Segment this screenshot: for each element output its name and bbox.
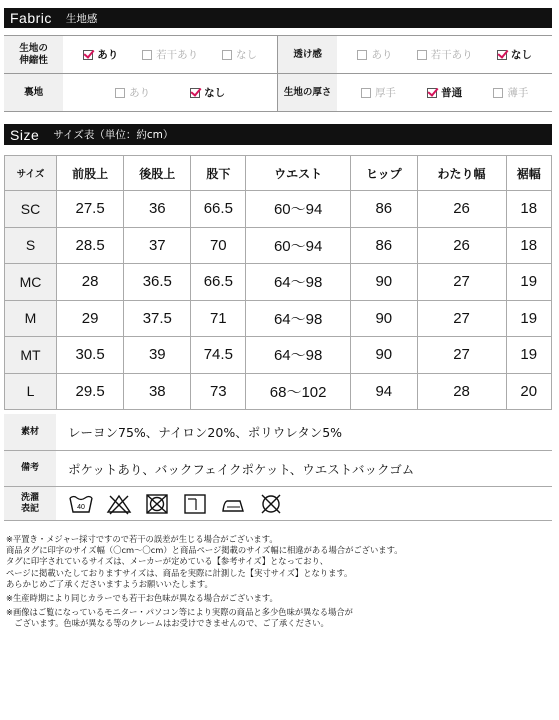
care-icons [56,487,284,520]
fabric-row-2 [4,74,552,112]
size-row-label: M [5,300,57,337]
size-cell: 71 [191,300,246,337]
lining-label: 裏地 [4,74,63,111]
checkbox-icon [357,50,367,60]
stretch-option-no: なし [222,47,257,62]
size-col-header: 後股上 [124,156,191,191]
footnote-line: ※平置き・メジャー採寸ですので若干の誤差が生じる場合がございます。 [6,534,278,544]
no-bleach-icon [106,493,132,515]
thickness-options [337,74,552,111]
footnote-line: あらかじめご了承くださいますようお願いいたします。 [6,578,213,589]
footnote-line: 商品タグに印字のサイズ幅（〇cm〜〇cm）と商品ページ掲載のサイズ幅に相違がある場合がございます。 [6,545,403,556]
size-cell: 36.5 [124,264,191,301]
checked-checkbox-icon [83,50,93,60]
checkbox-icon [417,50,427,60]
stretch-options [63,36,278,73]
checkbox-icon [361,88,371,98]
no-tumble-dry-icon [144,493,170,515]
size-cell: 74.5 [191,337,246,374]
size-cell: 90 [351,300,418,337]
footnote-line: ※画像はご覧になっているモニター・パソコン等により実際の商品と多少色味が異なる場合が [6,607,353,618]
size-col-header: 前股上 [57,156,124,191]
size-table [4,155,552,410]
size-table-row [5,191,552,228]
size-cell: 26 [417,227,506,264]
thickness-option-normal: 普通 [427,85,462,100]
footnotes [6,534,554,630]
size-cell: 27 [417,300,506,337]
size-table-row [5,373,552,410]
lining-option-yes: あり [115,85,150,100]
footnote-line: ※生産時期により同じカラーでも若干お色味が異なる場合がございます。 [6,593,278,604]
size-cell: 27.5 [57,191,124,228]
material-label: 素材 [4,414,56,450]
size-table-row [5,227,552,264]
stretch-option-yes: あり [83,47,118,62]
size-cell: 38 [124,373,191,410]
size-cell: 66.5 [191,191,246,228]
size-col-header: 裾幅 [506,156,551,191]
size-row-label: S [5,227,57,264]
size-cell: 66.5 [191,264,246,301]
material-row [4,414,552,451]
size-cell: 60〜94 [246,191,351,228]
size-cell: 64〜98 [246,337,351,374]
size-col-header: わたり幅 [417,156,506,191]
footnote-line: タグに印字されているサイズは、メーカーが定めている【参考サイズ】となっており、 [6,556,329,567]
transparency-option-slight: 若干あり [417,47,473,62]
material-value: レーヨン75%、ナイロン20%、ポリウレタン5% [68,425,343,440]
size-col-header: ウエスト [246,156,351,191]
size-cell: 94 [351,373,418,410]
thickness-option-thick: 厚手 [361,85,396,100]
transparency-option-no: なし [497,47,532,62]
size-cell: 70 [191,227,246,264]
checkbox-icon [222,50,232,60]
size-cell: 36 [124,191,191,228]
size-cell: 64〜98 [246,264,351,301]
size-row-label: MT [5,337,57,374]
stretch-label: 生地の 伸縮性 [4,36,63,73]
fabric-header-en: Fabric [10,10,52,26]
no-dry-clean-icon [258,493,284,515]
transparency-options [337,36,552,73]
iron-low-icon [220,493,246,515]
size-cell: 29.5 [57,373,124,410]
size-col-header: 股下 [191,156,246,191]
lining-option-no: なし [190,85,225,100]
size-cell: 29 [57,300,124,337]
transparency-option-yes: あり [357,47,392,62]
size-col-header: サイズ [5,156,57,191]
size-header-jp: サイズ表（単位：約cm） [53,129,174,141]
size-header-en: Size [10,126,40,143]
checked-checkbox-icon [427,88,437,98]
size-cell: 68〜102 [246,373,351,410]
size-table-row [5,300,552,337]
size-cell: 64〜98 [246,300,351,337]
svg-text:40: 40 [77,503,85,511]
fabric-header-jp: 生地感 [65,12,98,25]
size-cell: 27 [417,337,506,374]
size-cell: 26 [417,191,506,228]
thickness-option-thin: 薄手 [493,85,528,100]
size-cell: 18 [506,191,551,228]
transparency-label: 透け感 [278,36,337,73]
size-cell: 27 [417,264,506,301]
size-table-header-row [5,156,552,191]
fabric-header [4,8,552,28]
size-cell: 28 [417,373,506,410]
size-cell: 73 [191,373,246,410]
size-cell: 37 [124,227,191,264]
size-cell: 90 [351,264,418,301]
size-cell: 30.5 [57,337,124,374]
size-row-label: L [5,373,57,410]
size-cell: 37.5 [124,300,191,337]
remarks-row [4,451,552,487]
size-cell: 60〜94 [246,227,351,264]
size-cell: 20 [506,373,551,410]
checkbox-icon [115,88,125,98]
care-label: 洗濯 表記 [4,487,56,520]
care-row [4,487,552,521]
size-cell: 28 [57,264,124,301]
size-table-row [5,264,552,301]
size-cell: 19 [506,337,551,374]
size-cell: 28.5 [57,227,124,264]
footnote-line: ページに掲載いたしておりますサイズは、商品を実際に計測した【実寸サイズ】となります。 [6,567,353,578]
fabric-table [4,35,552,112]
size-table-row [5,337,552,374]
flat-dry-icon [182,493,208,515]
size-cell: 86 [351,227,418,264]
thickness-label: 生地の厚さ [278,74,337,111]
stretch-option-slight: 若干あり [142,47,198,62]
size-cell: 86 [351,191,418,228]
size-header [4,124,552,145]
fabric-row-1 [4,36,552,74]
wash-40-icon [68,493,94,515]
checkbox-icon [493,88,503,98]
footnote-line: ございます。色味が異なる等のクレームはお受けできませんので、ご了承ください。 [6,618,329,629]
remarks-label: 備考 [4,451,56,486]
checkbox-icon [142,50,152,60]
size-cell: 90 [351,337,418,374]
size-col-header: ヒップ [351,156,418,191]
size-cell: 39 [124,337,191,374]
checked-checkbox-icon [497,50,507,60]
size-cell: 18 [506,227,551,264]
size-cell: 19 [506,264,551,301]
checked-checkbox-icon [190,88,200,98]
size-cell: 19 [506,300,551,337]
size-row-label: SC [5,191,57,228]
lining-options [63,74,278,111]
remarks-value: ポケットあり、バックフェイクポケット、ウエストバックゴム [68,461,415,477]
size-row-label: MC [5,264,57,301]
